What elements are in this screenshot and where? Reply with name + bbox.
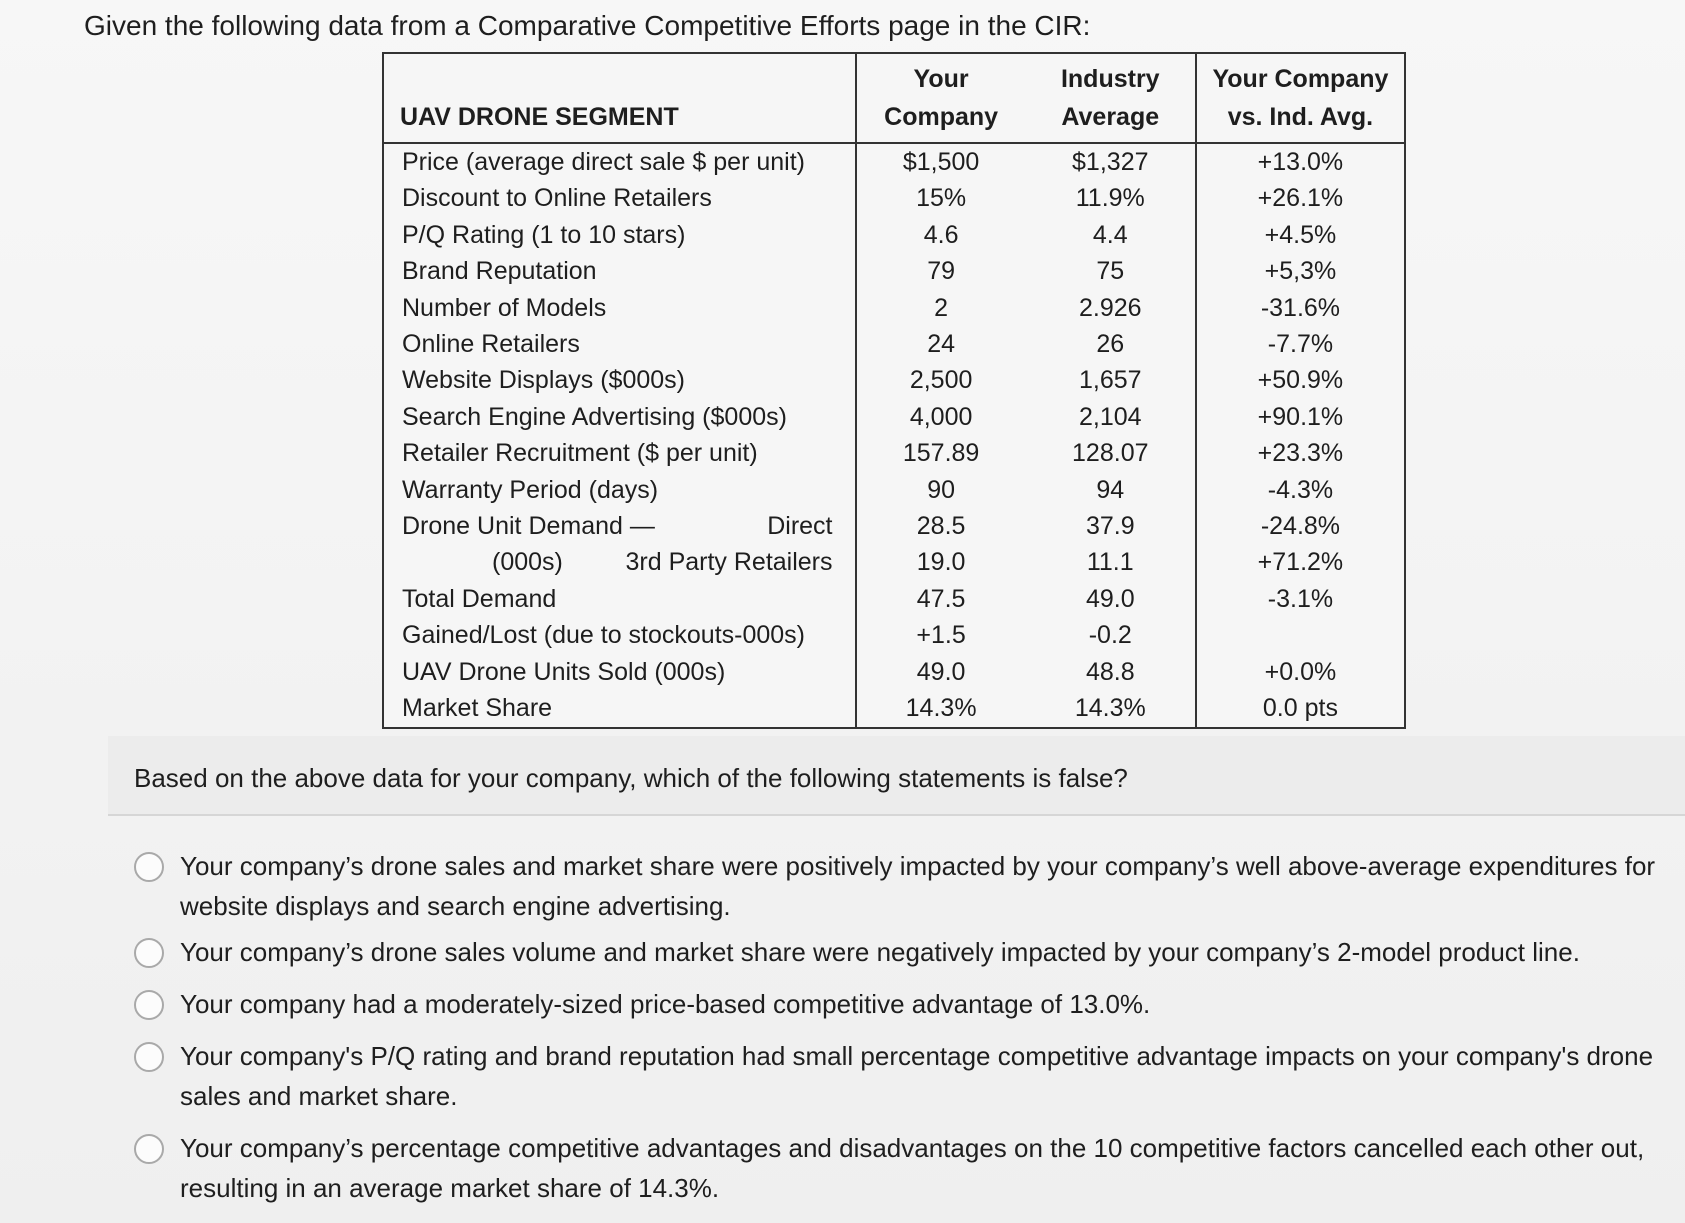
demand-label: Drone Unit Demand — — [402, 512, 655, 541]
table-row — [384, 690, 1404, 726]
your-company-value: $1,500 — [856, 143, 1026, 180]
table-row — [384, 217, 1404, 253]
your-company-value: 49.0 — [856, 654, 1026, 690]
row-label — [384, 508, 856, 544]
industry-average-value: -0.2 — [1088, 621, 1132, 650]
industry-average-value: 75 — [1096, 257, 1125, 286]
table-row — [384, 654, 1404, 690]
your-company-value: 79 — [856, 253, 1026, 289]
vs-average-value: +23.3% — [1196, 435, 1404, 471]
your-company-header — [856, 54, 1026, 143]
vs-average-value: +90.1% — [1196, 399, 1404, 435]
your-company-value: 47.5 — [856, 581, 1026, 617]
table-row — [384, 253, 1404, 289]
table-row — [384, 326, 1404, 362]
row-label: Online Retailers — [402, 330, 580, 359]
industry-average-value: 37.9 — [1085, 512, 1135, 541]
your-company-value: 4,000 — [856, 399, 1026, 435]
vs-average-value: -3.1% — [1196, 581, 1404, 617]
row-label: UAV Drone Units Sold (000s) — [402, 657, 726, 686]
your-company-value: 4.6 — [856, 217, 1026, 253]
your-company-value: +1.5 — [856, 617, 1026, 653]
row-label: Discount to Online Retailers — [402, 184, 712, 213]
header-line: Company — [884, 103, 999, 131]
industry-average-value: 1,657 — [1078, 366, 1142, 395]
table-row — [384, 617, 1404, 653]
vs-average-value: -24.8% — [1196, 508, 1404, 544]
header-line: Average — [1061, 103, 1160, 131]
table-row — [384, 472, 1404, 508]
industry-average-header — [1026, 54, 1196, 143]
your-company-value: 2 — [856, 290, 1026, 326]
radio-button[interactable] — [134, 852, 164, 882]
answer-options — [134, 846, 1664, 1220]
option-text: Your company had a moderately-sized price-based competitive advantage of 13.0%. — [180, 989, 1151, 1019]
industry-average-value: 2.926 — [1078, 293, 1142, 322]
demand-label-group — [402, 544, 847, 580]
answer-option-4[interactable] — [134, 1036, 1664, 1116]
radio-button[interactable] — [134, 938, 164, 968]
vs-average-header — [1196, 54, 1404, 143]
row-label: P/Q Rating (1 to 10 stars) — [402, 220, 686, 249]
table-row — [384, 399, 1404, 435]
row-label: Website Displays ($000s) — [402, 366, 685, 395]
header-line: vs. Ind. Avg. — [1227, 103, 1374, 131]
table-row-demand-third-party — [384, 544, 1404, 580]
your-company-value: 15% — [856, 180, 1026, 216]
row-label: Gained/Lost (due to stockouts-000s) — [402, 621, 806, 650]
option-text: Your company’s percentage competitive advantages and disadvantages on the 10 competitive factors cancelled each other out, resulting in an average market share of 14.3%. — [180, 1133, 1645, 1203]
row-label: Price (average direct sale $ per unit) — [402, 148, 805, 176]
demand-label-group — [402, 508, 847, 544]
table-row — [384, 180, 1404, 216]
cir-table-panel — [382, 52, 1406, 729]
your-company-value: 14.3% — [856, 690, 1026, 726]
header-line: Your — [913, 65, 969, 93]
radio-button[interactable] — [134, 1134, 164, 1164]
vs-average-value: +0.0% — [1196, 654, 1404, 690]
answer-option-1[interactable] — [134, 846, 1664, 926]
vs-average-value — [1196, 617, 1404, 653]
industry-average-value: 2,104 — [1078, 402, 1142, 431]
table-row — [384, 143, 1404, 180]
vs-average-value: -7.7% — [1196, 326, 1404, 362]
radio-button[interactable] — [134, 990, 164, 1020]
your-company-value: 2,500 — [856, 362, 1026, 398]
your-company-value: 19.0 — [856, 544, 1026, 580]
vs-average-value: +4.5% — [1196, 217, 1404, 253]
table-row — [384, 581, 1404, 617]
vs-average-value: +13.0% — [1196, 143, 1404, 180]
demand-sublabel: 3rd Party Retailers — [625, 548, 833, 577]
industry-average-value: 128.07 — [1072, 439, 1149, 468]
answer-option-3[interactable] — [134, 984, 1664, 1024]
industry-average-value: 48.8 — [1085, 657, 1135, 686]
your-company-value: 90 — [856, 472, 1026, 508]
vs-average-value: +5,3% — [1196, 253, 1404, 289]
industry-average-value: $1,327 — [1072, 148, 1149, 176]
comparative-efforts-table — [384, 54, 1404, 727]
vs-average-value: +71.2% — [1196, 544, 1404, 580]
option-text: Your company’s drone sales volume and market share were negatively impacted by your company’s 2-model product line. — [180, 937, 1580, 967]
segment-header: UAV DRONE SEGMENT — [384, 54, 856, 143]
row-label: Warranty Period (days) — [402, 475, 659, 504]
table-row — [384, 435, 1404, 471]
your-company-value: 28.5 — [856, 508, 1026, 544]
option-text: Your company's P/Q rating and brand reputation had small percentage competitive advantage impacts on your company's drone sales and market share. — [180, 1041, 1654, 1111]
industry-average-value: 49.0 — [1085, 584, 1135, 613]
industry-average-value: 4.4 — [1092, 220, 1128, 249]
industry-average-value: 11.9% — [1075, 184, 1145, 213]
demand-sublabel: Direct — [767, 512, 833, 541]
your-company-value: 157.89 — [856, 435, 1026, 471]
row-label: Brand Reputation — [402, 257, 597, 286]
answer-option-2[interactable] — [134, 932, 1664, 972]
answer-option-5[interactable] — [134, 1128, 1664, 1208]
vs-average-value: -4.3% — [1196, 472, 1404, 508]
header-line: Industry — [1060, 65, 1160, 93]
row-label: Search Engine Advertising ($000s) — [402, 402, 787, 431]
option-text: Your company’s drone sales and market share were positively impacted by your company’s well above-average expenditures for website displays and search engine advertising. — [180, 851, 1656, 921]
vs-average-value: +50.9% — [1196, 362, 1404, 398]
row-label — [384, 544, 856, 580]
demand-unit-label: (000s) — [492, 548, 563, 577]
question-text: Based on the above data for your company, which of the following statements is false? — [134, 763, 1128, 793]
vs-average-value: +26.1% — [1196, 180, 1404, 216]
industry-average-value: 94 — [1096, 475, 1125, 504]
table-header-row — [384, 54, 1404, 143]
vs-average-value: -31.6% — [1196, 290, 1404, 326]
table-row — [384, 362, 1404, 398]
radio-button[interactable] — [134, 1042, 164, 1072]
vs-average-value: 0.0 pts — [1196, 690, 1404, 726]
intro-text: Given the following data from a Comparative Competitive Efforts page in the CIR: — [84, 10, 1091, 41]
row-label: Retailer Recruitment ($ per unit) — [402, 439, 758, 468]
industry-average-value: 14.3% — [1074, 694, 1146, 723]
header-line: Your Company — [1212, 65, 1389, 93]
industry-average-value: 11.1 — [1086, 548, 1134, 577]
your-company-value: 24 — [856, 326, 1026, 362]
row-label: Market Share — [402, 694, 553, 723]
row-label: Total Demand — [402, 584, 557, 613]
row-label: Number of Models — [402, 293, 607, 322]
table-row-demand-direct — [384, 508, 1404, 544]
table-row — [384, 290, 1404, 326]
industry-average-value: 26 — [1096, 330, 1125, 359]
